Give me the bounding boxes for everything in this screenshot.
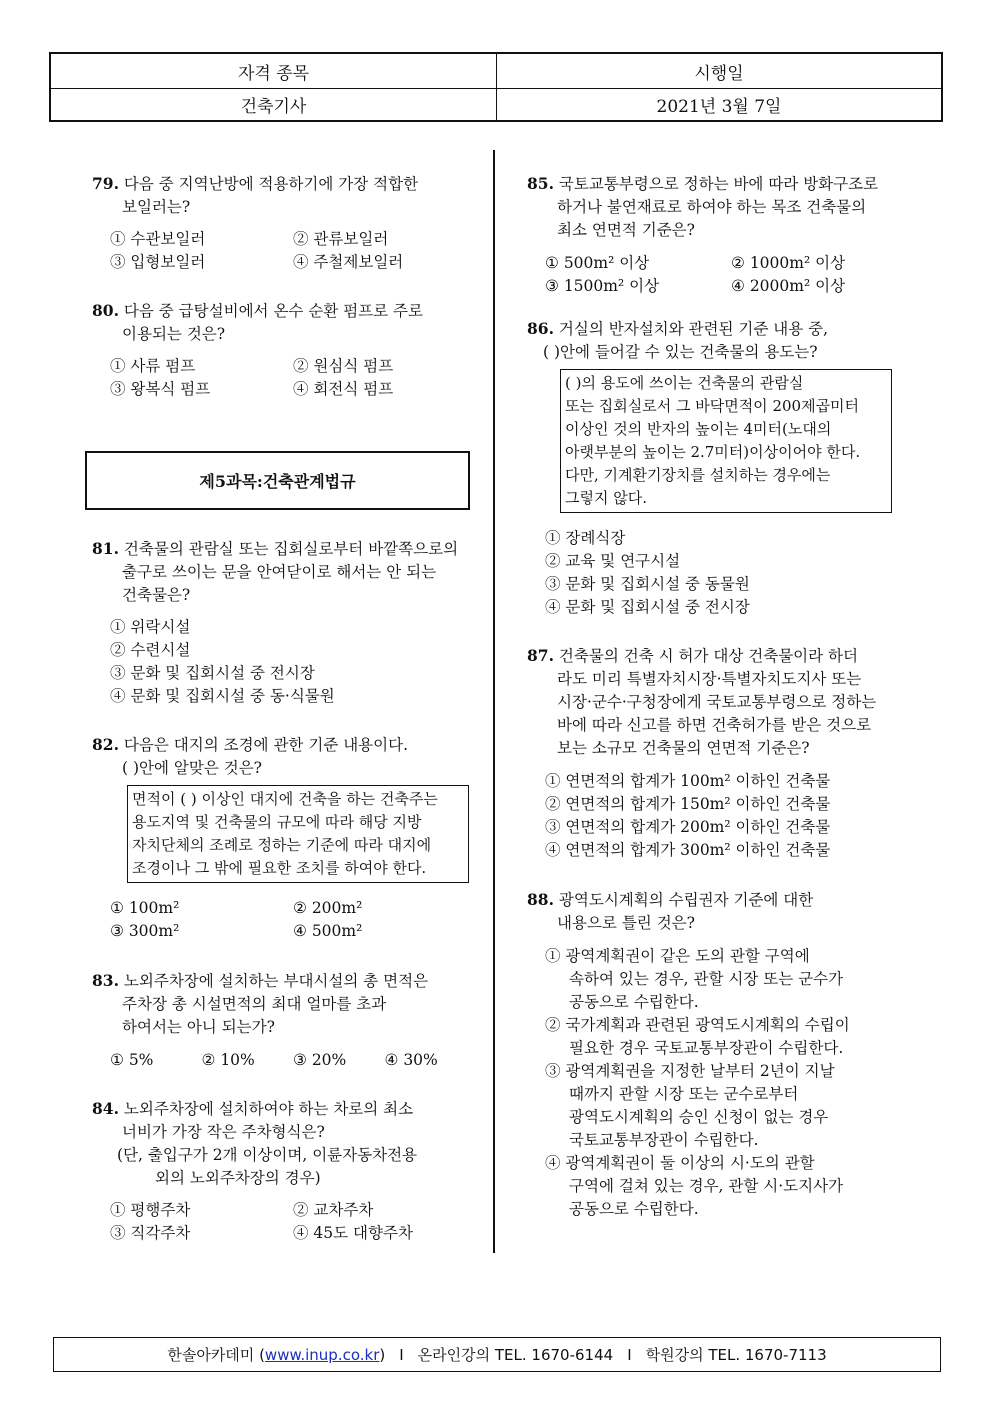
option-1[interactable]: ① 5% xyxy=(110,1051,154,1069)
question-text: 보는 소규모 건축물의 연면적 기준은? xyxy=(557,739,810,757)
option-2[interactable]: ② 원심식 펌프 xyxy=(293,357,394,375)
option-1[interactable]: ① 사류 펌프 xyxy=(110,357,196,375)
footer-separator: I xyxy=(399,1345,404,1364)
question-number: 83. xyxy=(92,971,119,990)
question-text: ( )안에 알맞은 것은? xyxy=(122,759,262,777)
answer-options xyxy=(92,355,476,401)
academy-name: 한솔아카데미 xyxy=(167,1346,255,1364)
option-1[interactable]: ① 수관보일러 xyxy=(110,230,206,248)
option-2[interactable]: ② 200m² xyxy=(293,899,363,917)
option-4[interactable]: ④ 500m² xyxy=(293,922,363,940)
condition-box xyxy=(127,785,469,883)
option-2[interactable]: ② 10% xyxy=(201,1051,255,1069)
box-line: 다만, 기계환기장치를 설치하는 경우에는 xyxy=(565,466,831,484)
option-line: 광역도시계획의 승인 신청이 없는 경우 xyxy=(569,1108,829,1126)
online-phone: 온라인강의 TEL. 1670-6144 xyxy=(417,1346,614,1364)
option-2[interactable]: ② 연면적의 합계가 150m² 이하인 건축물 xyxy=(545,795,831,813)
question-note: 외의 노외주차장의 경우) xyxy=(155,1169,321,1187)
question-text: 광역도시계획의 수립권자 기준에 대한 xyxy=(558,891,814,909)
question-text: 노외주차장에 설치하여야 하는 차로의 최소 xyxy=(123,1100,414,1118)
option-line: ③ 광역계획권을 지정한 날부터 2년이 지날 xyxy=(545,1062,835,1080)
option-line: 공동으로 수립한다. xyxy=(569,993,699,1011)
option-1[interactable]: ① 500m² 이상 xyxy=(545,254,650,272)
question-text: 국토교통부령으로 정하는 바에 따라 방화구조로 xyxy=(558,175,879,193)
answer-options xyxy=(527,945,917,1221)
option-4[interactable]: ④ 회전식 펌프 xyxy=(293,380,394,398)
question-number: 82. xyxy=(92,735,119,754)
option-2[interactable]: ② 수련시설 xyxy=(110,641,191,659)
question-text: 라도 미리 특별자치시장·특별자치도지사 또는 xyxy=(557,670,862,688)
answer-options xyxy=(527,252,917,298)
left-column xyxy=(92,172,476,1245)
header-row-values xyxy=(51,88,941,121)
option-line: ④ 광역계획권이 둘 이상의 시·도의 관할 xyxy=(545,1154,815,1172)
answer-options xyxy=(92,1199,476,1245)
option-4[interactable]: ④ 연면적의 합계가 300m² 이하인 건축물 xyxy=(545,841,831,859)
option-line: 필요한 경우 국토교통부장관이 수립한다. xyxy=(569,1039,844,1057)
question-note: (단, 출입구가 2개 이상이며, 이륜자동차전용 xyxy=(117,1146,418,1164)
question-number: 85. xyxy=(527,174,554,193)
exam-date-value: 2021년 3월 7일 xyxy=(656,97,782,117)
option-4[interactable] xyxy=(545,1152,917,1221)
footer-banner: 한솔아카데미 ( www.inup.co.kr ) I 온라인강의 TEL. 1670-6144 I 학원강의 TEL. 1670-7113 xyxy=(53,1337,941,1372)
answer-options xyxy=(527,527,917,619)
option-3[interactable]: ③ 왕복식 펌프 xyxy=(110,380,211,398)
question-text: 바에 따라 신고를 하면 건축허가를 받은 것으로 xyxy=(557,716,872,734)
option-1[interactable]: ① 연면적의 합계가 100m² 이하인 건축물 xyxy=(545,772,831,790)
question-text: 건축물은? xyxy=(122,586,191,604)
option-4[interactable]: ④ 문화 및 집회시설 중 전시장 xyxy=(545,598,750,616)
option-1[interactable] xyxy=(545,945,917,1014)
option-1[interactable]: ① 평행주차 xyxy=(110,1201,191,1219)
option-4[interactable]: ④ 주철제보일러 xyxy=(293,253,404,271)
box-line: 조경이나 그 밖에 필요한 조치를 하여야 한다. xyxy=(132,859,427,877)
option-line: ① 광역계획권이 같은 도의 관할 구역에 xyxy=(545,947,810,965)
box-line: 아랫부분의 높이는 2.7미터)이상이어야 한다. xyxy=(565,443,861,461)
box-line: 그렇지 않다. xyxy=(565,489,647,507)
section-title: 제5과목:건축관계법규 xyxy=(85,451,470,510)
question-84 xyxy=(92,1097,476,1245)
box-line: 면적이 ( ) 이상인 대지에 건축을 하는 건축주는 xyxy=(132,790,438,808)
condition-box xyxy=(560,369,892,513)
question-text: 출구로 쓰이는 문을 안여닫이로 해서는 안 되는 xyxy=(122,563,437,581)
option-4[interactable]: ④ 30% xyxy=(384,1051,438,1069)
question-text: 이용되는 것은? xyxy=(122,325,226,343)
question-79 xyxy=(92,172,476,274)
question-text: 다음 중 급탕설비에서 온수 순환 펌프로 주로 xyxy=(123,302,423,320)
option-line: 때까지 관할 시장 또는 군수로부터 xyxy=(569,1085,799,1103)
footer-separator: I xyxy=(627,1345,632,1364)
answer-options xyxy=(527,770,917,862)
qualification-label: 자격 종목 xyxy=(51,54,497,88)
option-4[interactable]: ④ 2000m² 이상 xyxy=(731,277,846,295)
option-line: 국토교통부장관이 수립한다. xyxy=(569,1131,759,1149)
question-82 xyxy=(92,733,476,943)
option-line: 구역에 걸쳐 있는 경우, 관할 시·도지사가 xyxy=(569,1177,844,1195)
question-number: 84. xyxy=(92,1099,119,1118)
answer-options xyxy=(92,1049,476,1072)
question-text: 최소 연면적 기준은? xyxy=(557,221,695,239)
option-3[interactable]: ③ 문화 및 집회시설 중 전시장 xyxy=(110,664,315,682)
question-number: 86. xyxy=(527,319,554,338)
exam-date-label: 시행일 xyxy=(694,63,744,84)
exam-header-table xyxy=(49,52,943,122)
question-text: ( )안에 들어갈 수 있는 건축물의 용도는? xyxy=(543,343,818,361)
question-text: 하여서는 아니 되는가? xyxy=(122,1018,275,1036)
question-86 xyxy=(527,317,917,619)
question-text: 다음 중 지역난방에 적용하기에 가장 적합한 xyxy=(123,175,419,193)
question-text: 거실의 반자설치와 관련된 기준 내용 중, xyxy=(558,320,829,338)
question-83 xyxy=(92,969,476,1072)
question-text: 다음은 대지의 조경에 관한 기준 내용이다. xyxy=(123,736,409,754)
question-text: 보일러는? xyxy=(122,198,191,216)
option-line: 속하여 있는 경우, 관할 시장 또는 군수가 xyxy=(569,970,844,988)
box-line: 이상인 것의 반자의 높이는 4미터(노대의 xyxy=(565,420,832,438)
option-3[interactable]: ③ 300m² xyxy=(110,922,180,940)
question-text: 내용으로 틀린 것은? xyxy=(557,914,695,932)
offline-phone: 학원강의 TEL. 1670-7113 xyxy=(645,1346,827,1364)
option-2[interactable]: ② 1000m² 이상 xyxy=(731,254,846,272)
question-text: 주차장 총 시설면적의 최대 얼마를 초과 xyxy=(122,995,387,1013)
option-1[interactable]: ① 장례식장 xyxy=(545,529,626,547)
question-81 xyxy=(92,537,476,708)
website-link[interactable]: www.inup.co.kr xyxy=(264,1345,380,1364)
option-2[interactable]: ② 관류보일러 xyxy=(293,230,389,248)
answer-options xyxy=(92,228,476,274)
box-line: 용도지역 및 건축물의 규모에 따라 해당 지방 xyxy=(132,813,422,831)
option-line: 공동으로 수립한다. xyxy=(569,1200,699,1218)
question-85 xyxy=(527,172,917,298)
option-3[interactable]: ③ 입형보일러 xyxy=(110,253,206,271)
question-text: 건축물의 관람실 또는 집회실로부터 바깥쪽으로의 xyxy=(123,540,459,558)
right-column xyxy=(527,172,917,1221)
question-text: 하거나 불연재료로 하여야 하는 목조 건축물의 xyxy=(557,198,867,216)
column-divider xyxy=(493,150,495,1253)
answer-options xyxy=(92,616,476,708)
question-87 xyxy=(527,644,917,862)
option-line: ② 국가계획과 관련된 광역도시계획의 수립이 xyxy=(545,1016,850,1034)
question-80 xyxy=(92,299,476,401)
question-number: 88. xyxy=(527,890,554,909)
option-2[interactable]: ② 교육 및 연구시설 xyxy=(545,552,681,570)
option-3[interactable]: ③ 연면적의 합계가 200m² 이하인 건축물 xyxy=(545,818,831,836)
question-number: 79. xyxy=(92,174,119,193)
option-2[interactable] xyxy=(545,1014,917,1060)
option-1[interactable]: ① 위락시설 xyxy=(110,618,191,636)
option-2[interactable]: ② 교차주차 xyxy=(293,1201,374,1219)
question-text: 너비가 가장 작은 주차형식은? xyxy=(122,1123,325,1141)
question-text: 시장·군수·구청장에게 국토교통부령으로 정하는 xyxy=(557,693,877,711)
option-3[interactable]: ③ 직각주차 xyxy=(110,1224,191,1242)
box-line: 자치단체의 조례로 정하는 기준에 따라 대지에 xyxy=(132,836,432,854)
question-88 xyxy=(527,888,917,1221)
option-4[interactable]: ④ 45도 대향주차 xyxy=(293,1224,413,1242)
header-row-labels xyxy=(51,54,941,89)
box-line: 또는 집회실로서 그 바닥면적이 200제곱미터 xyxy=(565,397,860,415)
qualification-value: 건축기사 xyxy=(51,88,497,121)
question-number: 87. xyxy=(527,646,554,665)
answer-options xyxy=(92,897,476,943)
option-3[interactable]: ③ 20% xyxy=(293,1051,347,1069)
question-number: 81. xyxy=(92,539,119,558)
option-4[interactable]: ④ 문화 및 집회시설 중 동·식물원 xyxy=(110,687,335,705)
option-3[interactable]: ③ 1500m² 이상 xyxy=(545,277,660,295)
box-line: ( )의 용도에 쓰이는 건축물의 관람실 xyxy=(565,374,804,392)
option-1[interactable]: ① 100m² xyxy=(110,899,180,917)
option-3[interactable] xyxy=(545,1060,917,1152)
option-3[interactable]: ③ 문화 및 집회시설 중 동물원 xyxy=(545,575,750,593)
question-text: 건축물의 건축 시 허가 대상 건축물이라 하더 xyxy=(558,647,858,665)
question-text: 노외주차장에 설치하는 부대시설의 총 면적은 xyxy=(123,972,429,990)
question-number: 80. xyxy=(92,301,119,320)
